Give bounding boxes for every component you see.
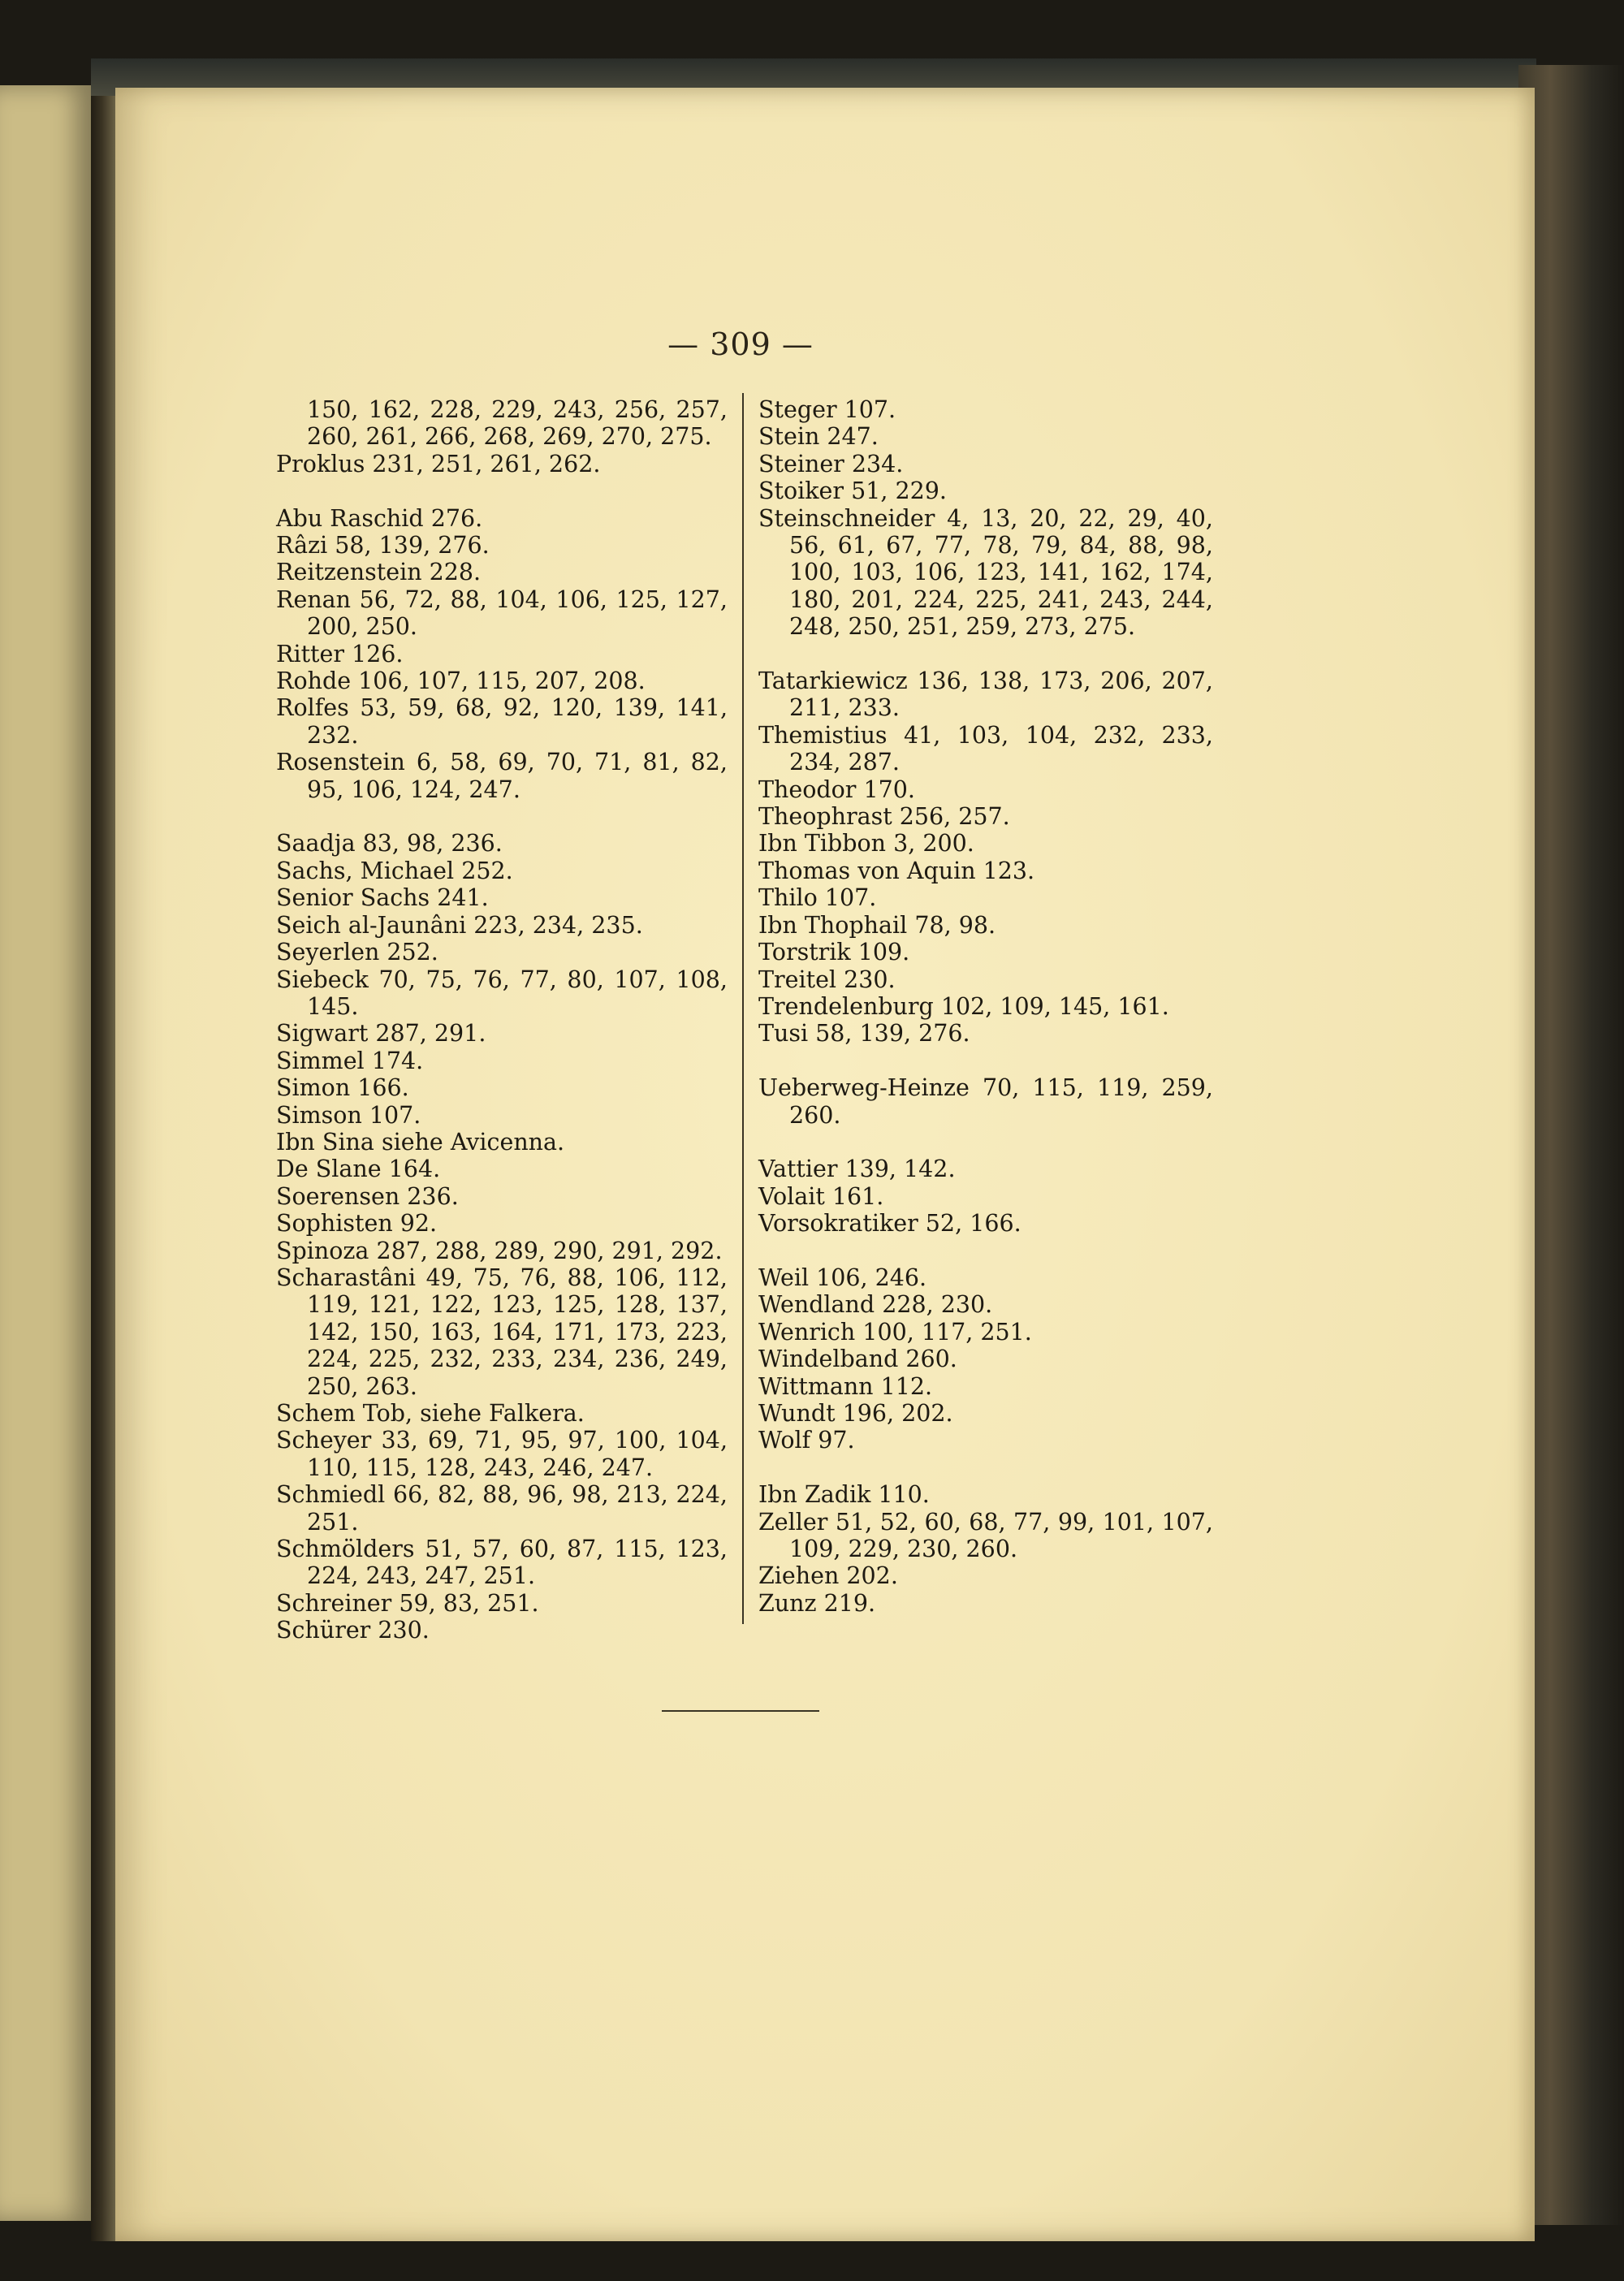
index-entry: Stein 247. (758, 423, 879, 451)
index-entry: Steger 107. (758, 396, 896, 423)
index-entry: Ibn Tibbon 3, 200. (758, 830, 974, 858)
entry-gap (276, 803, 728, 830)
index-entry: Ziehen 202. (758, 1562, 898, 1590)
index-entry: Schürer 230. (276, 1617, 430, 1644)
index-entry: Seyerlen 252. (276, 939, 438, 966)
index-entry: Treitel 230. (758, 966, 896, 993)
entry-gap (758, 1048, 1213, 1074)
index-entry: Seich al-Jaunâni 223, 234, 235. (276, 911, 643, 939)
index-entry: Spinoza 287, 288, 289, 290, 291, 292. (276, 1237, 723, 1264)
index-entry: Wendland 228, 230. (758, 1291, 993, 1319)
index-column-right (758, 396, 1213, 1617)
entry-gap (276, 477, 728, 504)
index-entry: Siebeck 70, 75, 76, 77, 80, 107, 108, 145. (276, 966, 728, 1020)
index-entry: Vattier 139, 142. (758, 1156, 956, 1183)
index-entry: Weil 106, 246. (758, 1264, 927, 1291)
index-entry: Reitzenstein 228. (276, 559, 482, 586)
index-entry: Simson 107. (276, 1101, 421, 1129)
index-entry: Renan 56, 72, 88, 104, 106, 125, 127, 200, 250. (276, 585, 728, 641)
index-entry: Torstrik 109. (758, 939, 910, 966)
index-entry: Simmel 174. (276, 1047, 424, 1074)
index-entry: Sigwart 287, 291. (276, 1020, 486, 1048)
book-gutter (91, 65, 115, 2241)
index-entry: Volait 161. (758, 1182, 884, 1210)
index-entry: Tatarkiewicz 136, 138, 173, 206, 207, 211, 233. (758, 667, 1213, 722)
index-entry: Stoiker 51, 229. (758, 477, 947, 505)
index-entry: Sachs, Michael 252. (276, 857, 513, 884)
index-entry: Tusi 58, 139, 276. (758, 1020, 970, 1048)
index-entry: Soerensen 236. (276, 1182, 459, 1210)
index-entry: Thilo 107. (758, 884, 877, 912)
index-entry: Sophisten 92. (276, 1210, 438, 1238)
entry-gap (758, 1129, 1213, 1156)
end-rule (662, 1710, 819, 1712)
index-entry: Wittmann 112. (758, 1372, 933, 1400)
index-entry: Saadja 83, 98, 236. (276, 830, 503, 858)
index-entry: Rosenstein 6, 58, 69, 70, 71, 81, 82, 95, 106, 124, 247. (276, 749, 728, 803)
index-entry: Ibn Zadik 110. (758, 1481, 930, 1509)
index-entry: Ibn Sina siehe Avicenna. (276, 1128, 565, 1156)
index-entry: Rolfes 53, 59, 68, 92, 120, 139, 141, 232. (276, 694, 728, 749)
index-entry: Zeller 51, 52, 60, 68, 77, 99, 101, 107, 109, 229, 230, 260. (758, 1508, 1213, 1562)
index-entry: Ueberweg-Heinze 70, 115, 119, 259, 260. (758, 1074, 1213, 1129)
index-entry: Abu Raschid 276. (276, 504, 483, 532)
index-entry: Theophrast 256, 257. (758, 803, 1010, 831)
index-entry: Simon 166. (276, 1074, 409, 1102)
index-entry: Vorsokratiker 52, 166. (758, 1210, 1021, 1238)
index-entry: Wolf 97. (758, 1427, 855, 1454)
index-entry: Wenrich 100, 117, 251. (758, 1318, 1032, 1346)
index-entry: Scheyer 33, 69, 71, 95, 97, 100, 104, 110, 115, 128, 243, 246, 247. (276, 1427, 728, 1481)
index-entry: Scharastâni 49, 75, 76, 88, 106, 112, 119, 121, 122, 123, 125, 128, 137, 142, 150, 163, 164, 171, 173, 223, 224, 225, 232, 233, 234, 236, 249, 250, 263. (276, 1264, 728, 1400)
index-entry: Windelband 260. (758, 1346, 957, 1373)
index-entry: Theodor 170. (758, 775, 915, 803)
index-entry: Schem Tob, siehe Falkera. (276, 1400, 585, 1427)
page-number: — 309 — (667, 326, 814, 362)
index-column-left (276, 396, 728, 1644)
index-entry: Trendelenburg 102, 109, 145, 161. (758, 992, 1169, 1020)
index-entry: De Slane 164. (276, 1156, 441, 1183)
index-entry: Proklus 231, 251, 261, 262. (276, 450, 601, 477)
index-entry: Râzi 58, 139, 276. (276, 532, 490, 559)
index-entry: Ibn Thophail 78, 98. (758, 911, 996, 939)
index-entry: Schmiedl 66, 82, 88, 96, 98, 213, 224, 251. (276, 1481, 728, 1536)
left-page-edge (0, 85, 91, 2221)
entry-gap (758, 1238, 1213, 1264)
entry-gap (758, 641, 1213, 667)
index-entry: Thomas von Aquin 123. (758, 857, 1035, 884)
column-divider (742, 393, 744, 1624)
index-entry: Zunz 219. (758, 1589, 876, 1617)
index-entry: 150, 162, 228, 229, 243, 256, 257, 260, 261, 266, 268, 269, 270, 275. (307, 396, 728, 451)
index-entry: Senior Sachs 241. (276, 884, 489, 912)
index-entry: Schmölders 51, 57, 60, 87, 115, 123, 224, 243, 247, 251. (276, 1536, 728, 1590)
index-entry: Themistius 41, 103, 104, 232, 233, 234, 287. (758, 721, 1213, 776)
index-entry: Ritter 126. (276, 640, 404, 667)
entry-gap (758, 1454, 1213, 1481)
index-entry: Steinschneider 4, 13, 20, 22, 29, 40, 56, 61, 67, 77, 78, 79, 84, 88, 98, 100, 103, 106, 123, 141, 162, 174, 180, 201, 224, 225, 241, 243, 244, 248, 250, 251, 259, 273, 275. (758, 504, 1213, 641)
index-entry: Wundt 196, 202. (758, 1399, 953, 1427)
index-entry: Steiner 234. (758, 450, 904, 477)
index-entry: Schreiner 59, 83, 251. (276, 1589, 539, 1617)
index-entry: Rohde 106, 107, 115, 207, 208. (276, 667, 646, 695)
